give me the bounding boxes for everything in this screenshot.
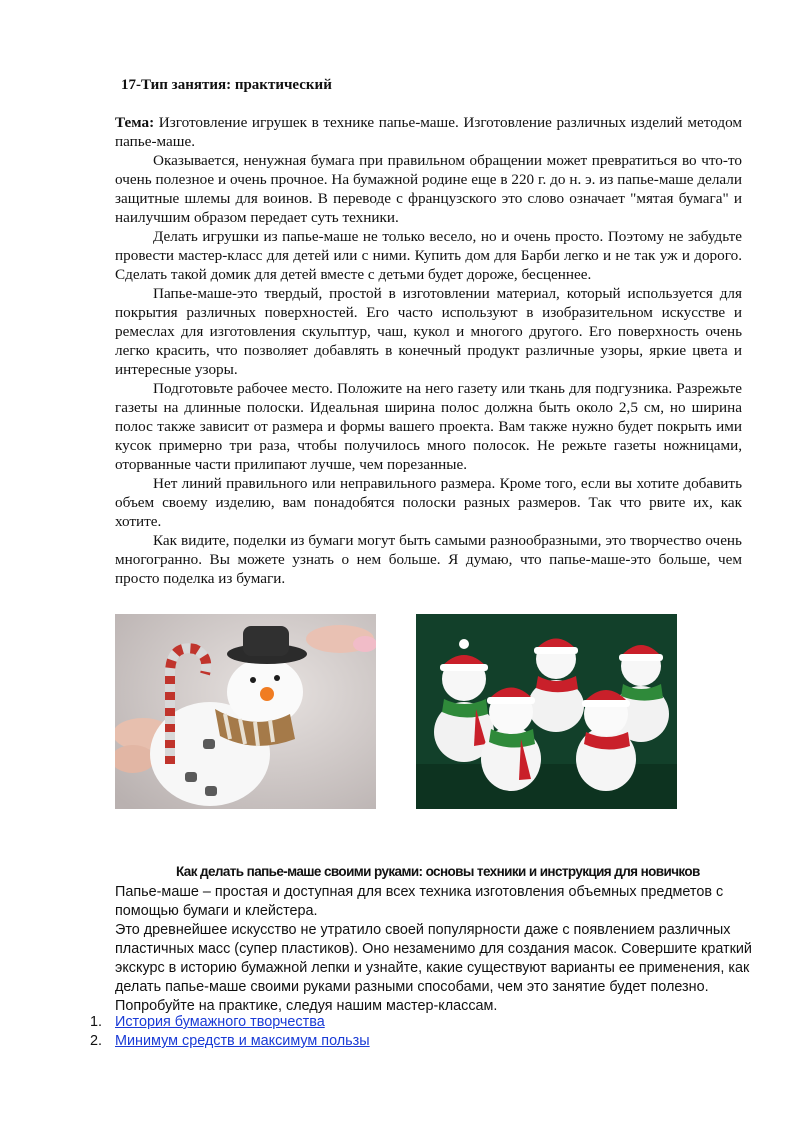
paragraph: Оказывается, ненужная бумага при правильном обращении может превратиться во что-то очень полезное и очень прочное. На бумажной родине еще в 220 г. до н. э. из папье-маше делали защитные шлемы для воинов. В переводе с французского это слово означает "мятая бумага" и наилучшим образом передает суть техники. bbox=[115, 152, 742, 226]
topic-paragraph bbox=[115, 113, 742, 151]
toc-item bbox=[90, 1032, 370, 1051]
toc-link-minimum[interactable]: Минимум средств и максимум пользы bbox=[115, 1033, 370, 1049]
paragraph: Как видите, поделки из бумаги могут быть самыми разнообразными, это творчество очень многогранно. Вы можете узнать о нем больше. Я думаю, что папье-маше-это больше, чем просто поделка из бумаги. bbox=[115, 532, 742, 587]
paragraph: Делать игрушки из папье-маше не только весело, но и очень просто. Поэтому не забудьте провести мастер-класс для детей или с ними. Купить дом для Барби легко и не так уж и дорого. Сделать такой домик для детей вместе с детьми будет дороже, бесценнее. bbox=[115, 228, 742, 283]
section-paragraph: Папье-маше – простая и доступная для всех техника изготовления объемных предметов с помощью бумаги и клейстера. bbox=[115, 884, 724, 919]
snowman-center-front bbox=[481, 688, 541, 792]
toc-link-history[interactable]: История бумажного творчества bbox=[115, 1014, 325, 1030]
snowman-right-front bbox=[576, 690, 636, 791]
topic-text: Изготовление игрушек в технике папье-маше. Изготовление различных изделий методом папье-маше. bbox=[115, 114, 742, 150]
toc-number: 1. bbox=[90, 1014, 103, 1030]
toc-number: 2. bbox=[90, 1033, 103, 1049]
paragraph: Папье-маше-это твердый, простой в изготовлении материал, который используется для покрытия различных поверхностей. Его часто используют в изобразительном искусстве и ремеслах для изготовления скульптур, чаш, кукол и многого другого. Его поверхность очень легко красить, что позволяет добавлять в конечный продукт различные узоры, яркие цвета и интересные узоры. bbox=[115, 285, 742, 378]
snowmen-group-illustration bbox=[416, 614, 677, 809]
paragraph: Нет линий правильного или неправильного размера. Кроме того, если вы хотите добавить объем своему изделию, вам понадобятся полоски разных размеров. Так что рвите их, как хотите. bbox=[115, 475, 742, 530]
section-title: Как делать папье-маше своими руками: основы техники и инструкция для новичков bbox=[176, 864, 700, 879]
body-text bbox=[115, 113, 742, 588]
section-paragraph: Это древнейшее искусство не утратило своей популярности даже с появлением различных пластичных масс (супер пластиков). Оно незаменимо для создания масок. Совершите краткий экскурс в историю бумажной лепки и узнайте, какие существуют варианты ее применения, как делать папье-маше своими руками разными способами, чем это занятие будет полезно. Попробуйте на практике, следуя нашим мастер-классам. bbox=[115, 922, 752, 1014]
table-of-contents bbox=[90, 1013, 370, 1051]
topic-label: Тема: bbox=[115, 114, 155, 131]
paragraph: Подготовьте рабочее место. Положите на него газету или ткань для подгузника. Разрежьте газеты на длинные полоски. Идеальная ширина полос должна быть около 2,5 см, но ширина полос также зависит от размера и формы вашего проекта. Вам также нужно будет покрыть ими кусок примерно три раза, чтобы получилось много полосок. Не режьте газеты ножницами, оторванные части прилипают лучше, чем порезанные. bbox=[115, 380, 742, 473]
howto-section bbox=[115, 862, 755, 1016]
lesson-heading: 17-Тип занятия: практический bbox=[121, 77, 332, 93]
toc-item bbox=[90, 1013, 370, 1032]
snowmen-group-photo bbox=[416, 614, 677, 809]
snowman-photo-hand bbox=[115, 614, 376, 809]
snowman-hand-illustration bbox=[115, 614, 376, 809]
